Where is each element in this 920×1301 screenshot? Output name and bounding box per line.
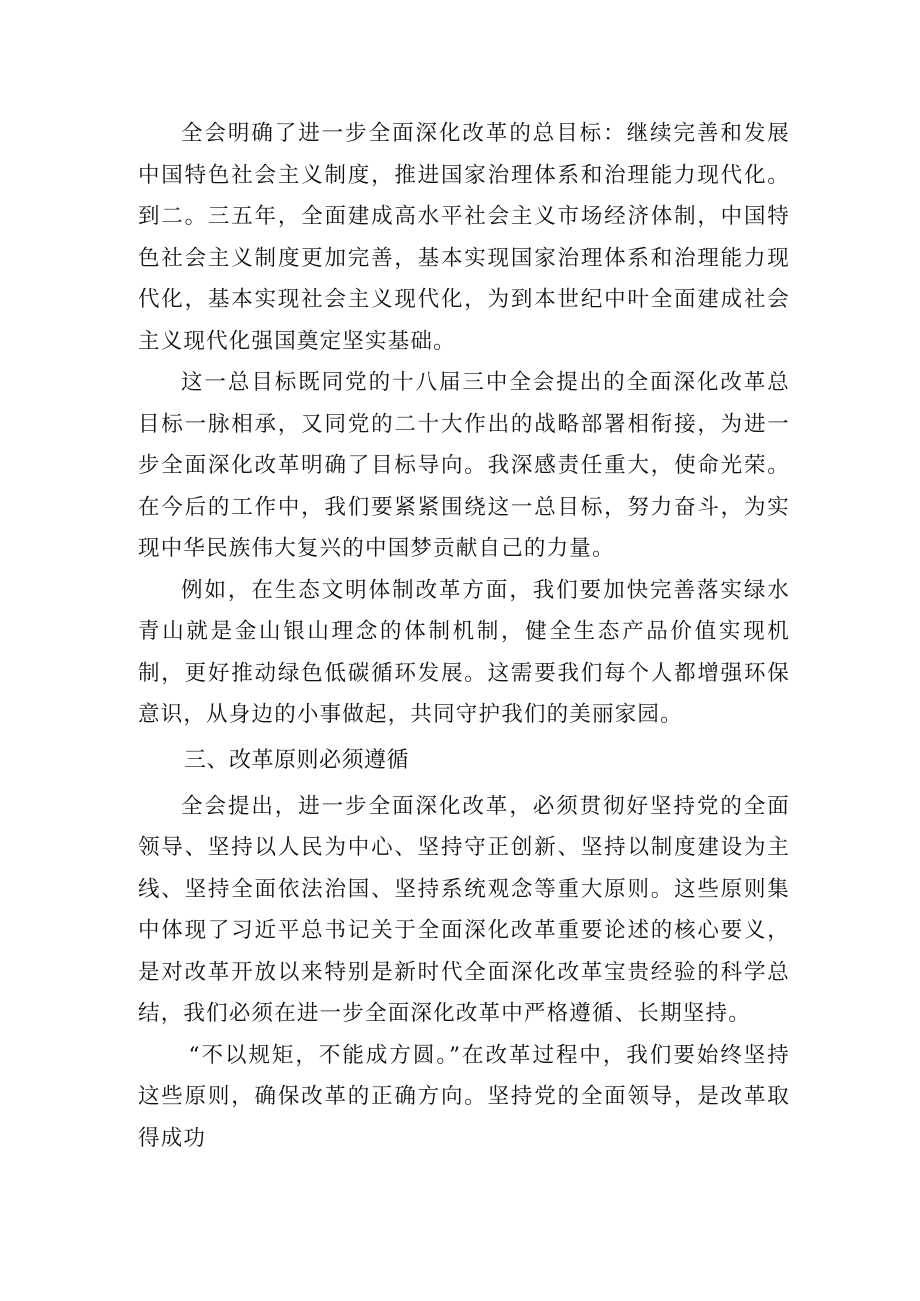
paragraph-rules-quote: “不以规矩，不能成方圆。”在改革过程中，我们要始终坚持这些原则，确保改革的正确方向。坚持党的全面领导，是改革取得成功 [138,1042,790,1151]
paragraph-ecology-example: 例如，在生态文明体制改革方面，我们要加快完善落实绿水青山就是金山银山理念的体制机制，健全生态产品价值实现机制，更好推动绿色低碳循环发展。这需要我们每个人都增强环保意识，从身边的小事做起，共同守护我们的美丽家园。 [138,577,790,727]
paragraph-principles: 全会提出，进一步全面深化改革，必须贯彻好坚持党的全面领导、坚持以人民为中心、坚持守正创新、坚持以制度建设为主线、坚持全面依法治国、坚持系统观念等重大原则。这些原则集中体现了习近平总书记关于全面深化改革重要论述的核心要义，是对改革开放以来特别是新时代全面深化改革宝贵经验的科学总结，我们必须在进一步全面深化改革中严格遵循、长期坚持。 [138,793,790,1026]
paragraph-goal-continuity: 这一总目标既同党的十八届三中全会提出的全面深化改革总目标一脉相承，又同党的二十大作出的战略部署相衔接，为进一步全面深化改革明确了目标导向。我深感责任重大，使命光荣。在今后的工作中，我们要紧紧围绕这一总目标，努力奋斗，为实现中华民族伟大复兴的中国梦贡献自己的力量。 [138,370,790,561]
paragraph-overall-goal: 全会明确了进一步全面深化改革的总目标：继续完善和发展中国特色社会主义制度，推进国家治理体系和治理能力现代化。到二。三五年，全面建成高水平社会主义市场经济体制，中国特色社会主义制度更加完善，基本实现国家治理体系和治理能力现代化，基本实现社会主义现代化，为到本世纪中叶全面建成社会主义现代化强国奠定坚实基础。 [138,121,790,354]
document-page [138,113,790,1159]
section-heading-principles: 三、改革原则必须遵循 [184,747,410,773]
